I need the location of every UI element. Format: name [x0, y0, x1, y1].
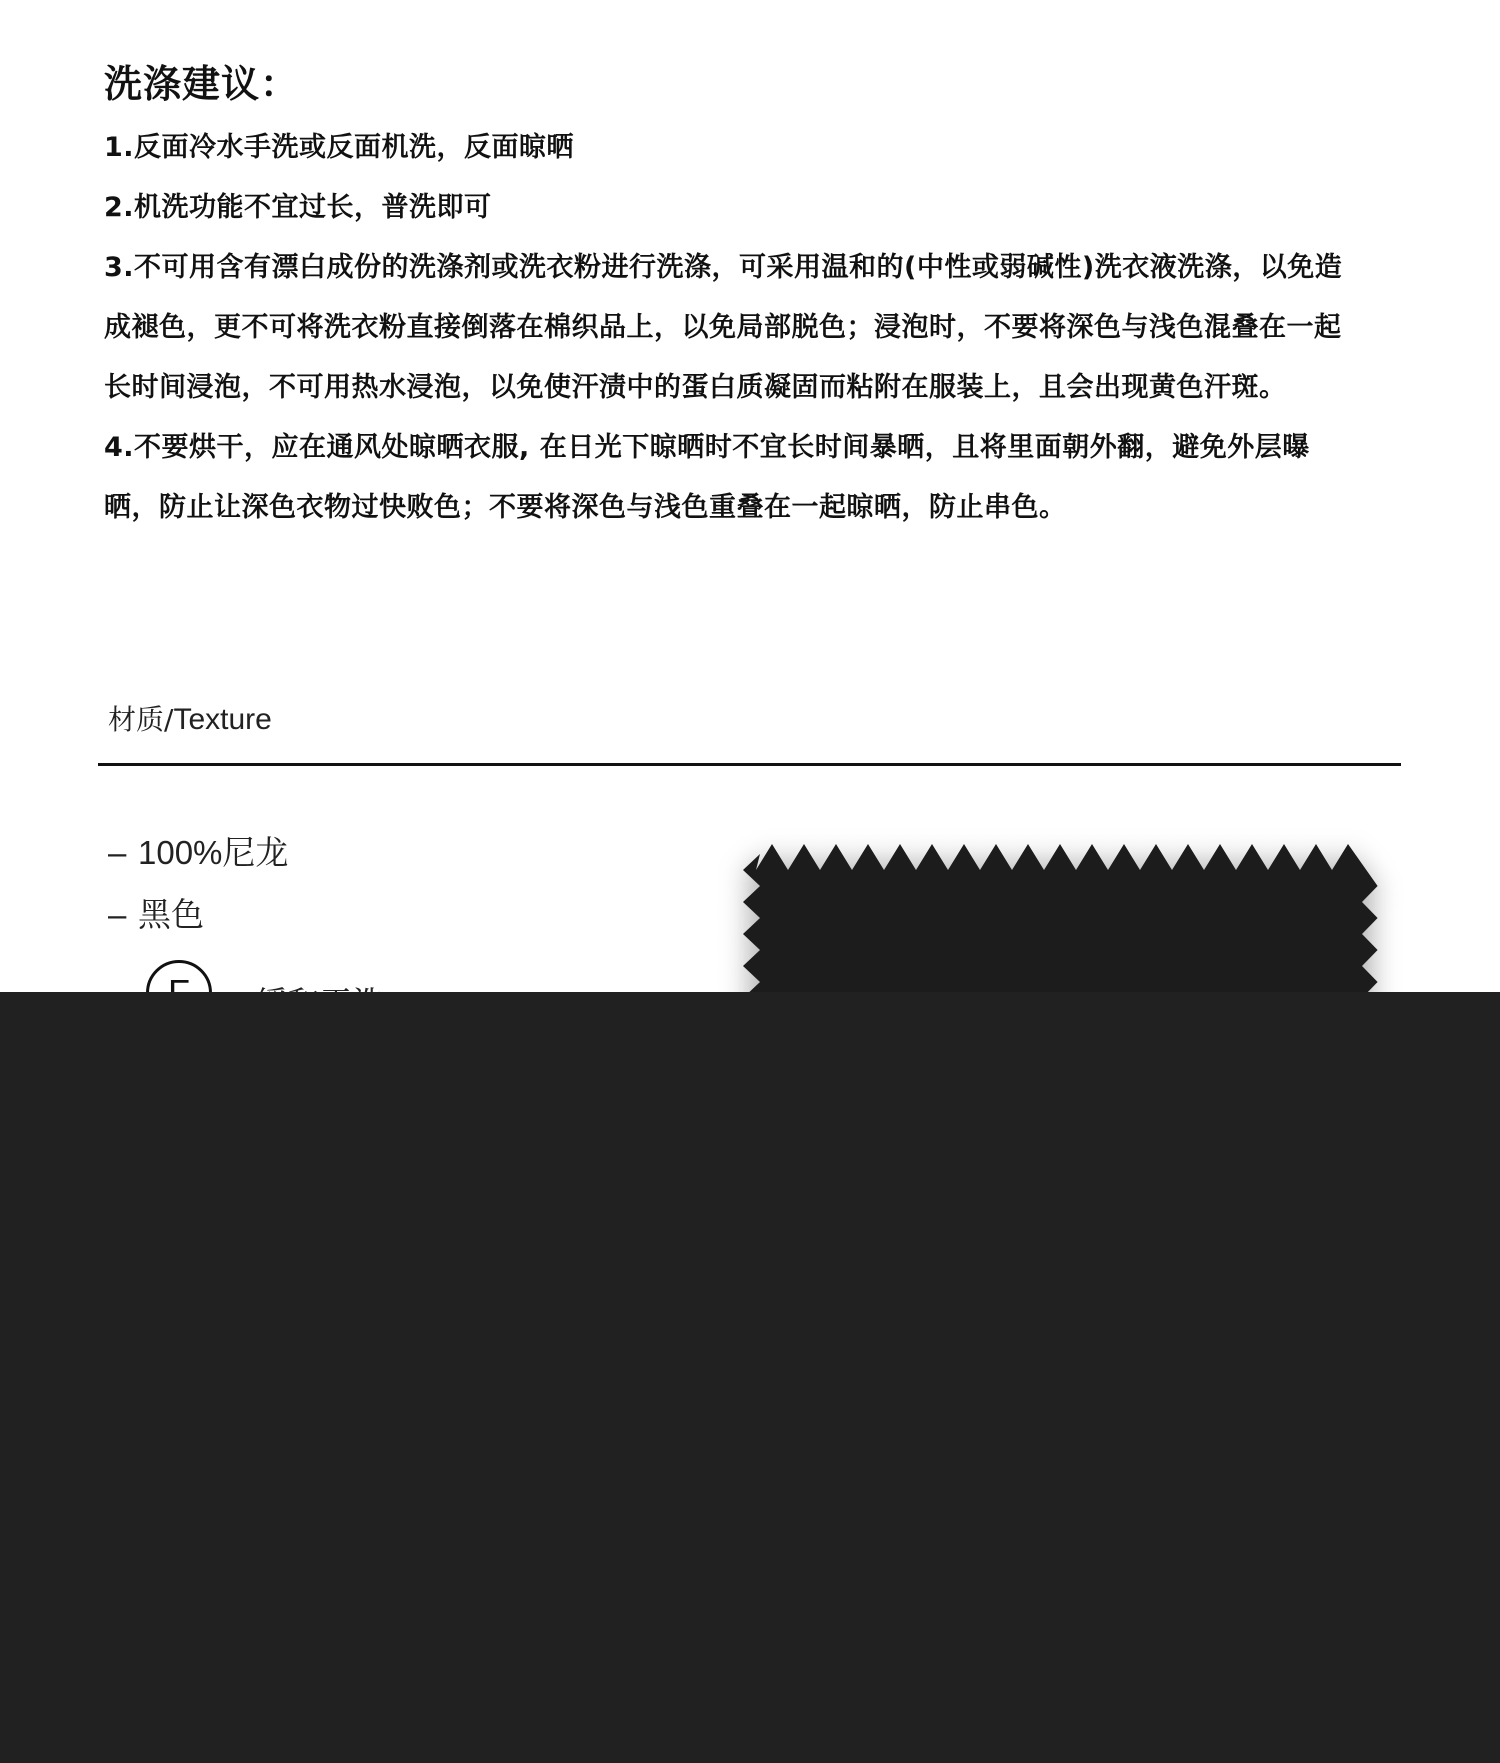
texture-spec-list: [108, 822, 288, 946]
washing-advice-section: [104, 56, 1364, 538]
spec-dash: –: [108, 896, 127, 933]
spec-color: [108, 884, 288, 946]
spec-material-text: 100%尼龙: [138, 834, 289, 871]
texture-heading-cn: 材质/: [108, 703, 174, 736]
texture-heading-en: Texture: [173, 703, 272, 736]
dark-footer-panel: [0, 992, 1500, 1763]
texture-heading: [108, 700, 272, 740]
spec-color-text: 黑色: [138, 896, 204, 933]
washing-advice-item: 3.不可用含有漂白成份的洗涤剂或洗衣粉进行洗涤，可采用温和的(中性或弱碱性)洗衣液洗涤，以免造成褪色，更不可将洗衣粉直接倒落在棉织品上，以免局部脱色；浸泡时，不要将深色与浅色混叠在一起长时间浸泡，不可用热水浸泡，以免使汗渍中的蛋白质凝固而粘附在服装上，且会出现黄色汗斑。: [104, 252, 1343, 403]
washing-advice-list: [104, 118, 1364, 538]
texture-divider: [98, 763, 1401, 766]
washing-advice-title: 洗涤建议：: [104, 62, 300, 106]
spec-dash: –: [108, 834, 127, 871]
washing-advice-item: 1.反面冷水手洗或反面机洗，反面晾晒: [104, 132, 575, 163]
spec-material: [108, 822, 288, 884]
washing-advice-item: 4.不要烘干，应在通风处晾晒衣服, 在日光下晾晒时不宜长时间暴晒，且将里面朝外翻，避免外层曝晒，防止让深色衣物过快败色；不要将深色与浅色重叠在一起晾晒，防止串色。: [104, 432, 1310, 523]
washing-advice-item: 2.机洗功能不宜过长，普洗即可: [104, 192, 492, 223]
